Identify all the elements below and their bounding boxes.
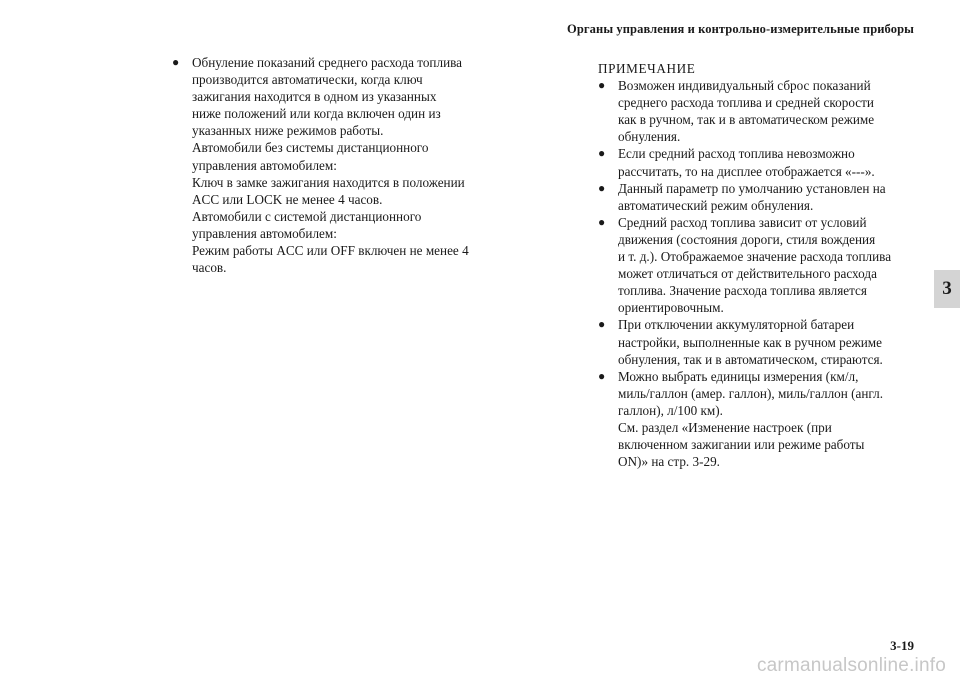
text-line: Данный параметр по умолчанию установлен на — [618, 180, 886, 196]
text-line: Автомобили без системы дистанционного — [192, 140, 429, 156]
page-header-title: Органы управления и контрольно-измерительные приборы — [567, 22, 914, 36]
left-column — [172, 54, 492, 276]
note-item — [598, 316, 928, 367]
text-line: Режим работы ACC или OFF включен не менее 4 — [192, 243, 469, 259]
text-line: автоматический режим обнуления. — [618, 197, 814, 213]
bullet-icon: ● — [598, 368, 606, 383]
text-line: топлива. Значение расхода топлива является — [618, 283, 867, 299]
text-line: и т. д.). Отображаемое значение расхода топлива — [618, 249, 892, 265]
text-line: миль/галлон (амер. галлон), миль/галлон (англ. — [618, 385, 884, 401]
text-line: Возможен индивидуальный сброс показаний — [618, 78, 871, 94]
note-title: ПРИМЕЧАНИЕ — [598, 61, 696, 76]
text-line: При отключении аккумуляторной батареи — [618, 317, 855, 333]
bullet-icon: ● — [598, 78, 606, 93]
text-line: часов. — [192, 260, 227, 276]
note-item — [598, 180, 928, 214]
bullet-icon: ● — [172, 55, 180, 69]
note-item — [598, 368, 928, 471]
text-line: Обнуление показаний среднего расхода топлива — [192, 55, 463, 70]
left-bullet-item — [172, 54, 492, 276]
text-line: ACC или LOCK не менее 4 часов. — [192, 191, 383, 207]
watermark: carmanualsonline.info — [756, 655, 946, 676]
note-item — [598, 214, 928, 317]
text-line: как в ручном, так и в автоматическом режиме — [618, 112, 875, 128]
text-line: движения (состояния дороги, стиля вождения — [618, 231, 876, 247]
text-line: обнуления, так и в автоматическом, стираются. — [618, 351, 883, 367]
text-line: Если средний расход топлива невозможно — [618, 146, 855, 162]
text-line: производится автоматически, когда ключ — [192, 72, 423, 88]
chapter-tab: 3 — [934, 270, 960, 308]
text-line: ниже положений или когда включен один из — [192, 106, 441, 122]
note-column — [598, 60, 928, 470]
bullet-icon: ● — [598, 146, 606, 161]
text-line: настройки, выполненные как в ручном режиме — [618, 334, 882, 350]
text-line: указанных ниже режимов работы. — [192, 123, 384, 139]
text-line: зажигания находится в одном из указанных — [192, 89, 437, 105]
text-line: среднего расхода топлива и средней скорости — [618, 95, 874, 111]
text-line: управления автомобилем: — [192, 225, 337, 241]
text-line: обнуления. — [618, 129, 681, 145]
text-line: Можно выбрать единицы измерения (км/л, — [618, 368, 859, 384]
text-line: галлон), л/100 км). — [618, 402, 723, 418]
bullet-icon: ● — [598, 317, 606, 332]
text-line: ON)» на стр. 3-29. — [618, 454, 720, 470]
text-line: См. раздел «Изменение настроек (при — [618, 419, 832, 435]
text-line: Ключ в замке зажигания находится в положении — [192, 174, 465, 190]
text-line: может отличаться от действительного расхода — [618, 266, 877, 282]
bullet-icon: ● — [598, 180, 606, 195]
text-line: включенном зажигании или режиме работы — [618, 437, 865, 453]
text-line: рассчитать, то на дисплее отображается «---». — [618, 163, 875, 179]
note-item — [598, 145, 928, 179]
bullet-icon: ● — [598, 214, 606, 229]
text-line: Средний расход топлива зависит от условий — [618, 214, 867, 230]
note-item — [598, 77, 928, 145]
text-line: ориентировочным. — [618, 300, 724, 316]
text-line: управления автомобилем: — [192, 157, 337, 173]
page-number: 3-19 — [890, 638, 914, 653]
text-line: Автомобили с системой дистанционного — [192, 208, 422, 224]
